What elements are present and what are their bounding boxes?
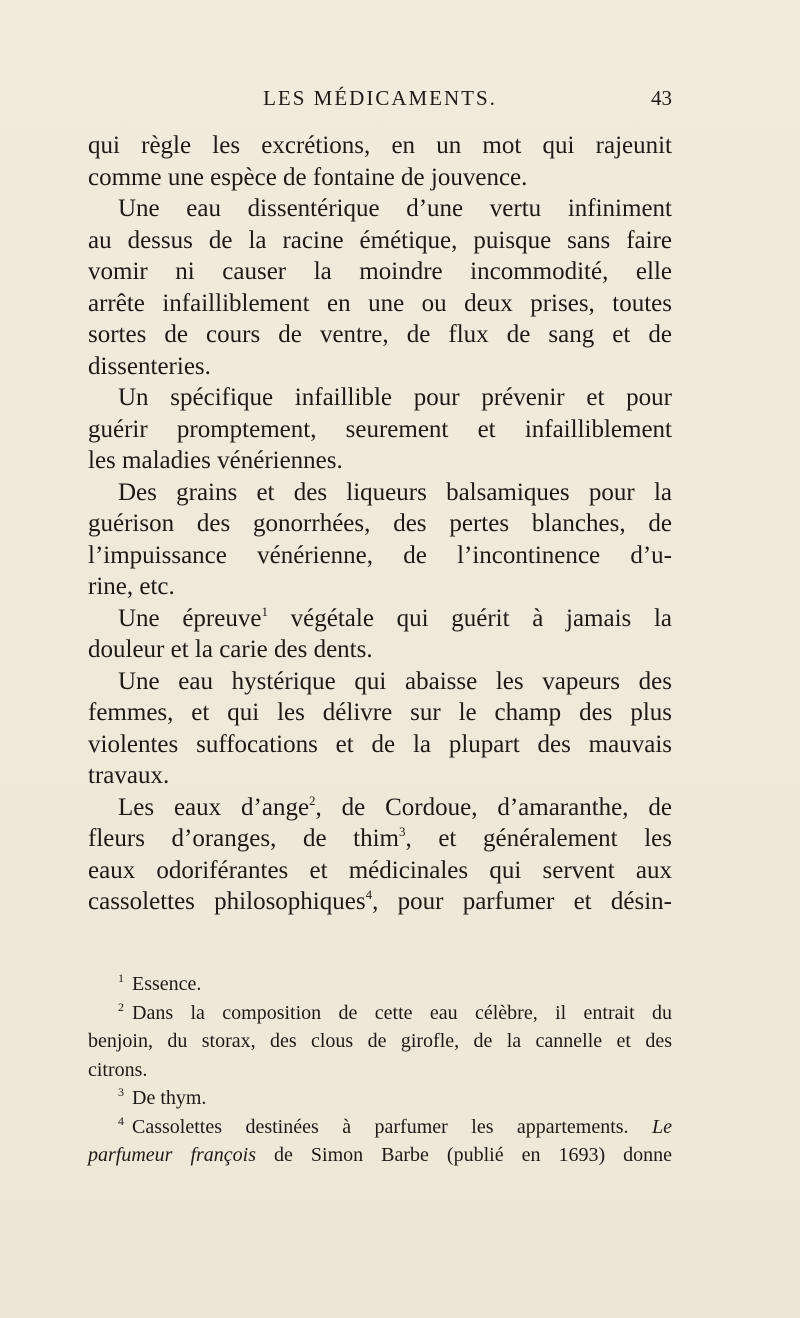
text-line: les maladies vénériennes. (88, 447, 343, 474)
text-line: femmes, et qui les délivre sur le champ des plus (88, 699, 672, 726)
text-line (88, 603, 672, 635)
footnote-text: Dans la composition de cette eau célèbre, il entrait du (132, 1001, 672, 1024)
text-line: Une eau dissentérique d’une vertu infiniment (118, 195, 672, 222)
book-title-fragment: parfumeur françois (88, 1144, 257, 1166)
footnote-text: De thym. (132, 1087, 207, 1109)
text-line: sortes de cours de ventre, de flux de sang et de (88, 321, 672, 348)
footnote-text: de Simon Barbe (publié en 1693) donne (274, 1144, 673, 1166)
text-line: l’impuissance vénérienne, de l’incontinence d’u- (88, 541, 672, 569)
footnote-mark: 1 (118, 971, 124, 985)
text-line: travaux. (88, 762, 170, 789)
footnote-line (88, 1141, 672, 1170)
text-line (88, 823, 672, 855)
text-line: Des grains et des liqueurs balsamiques pour la (118, 478, 672, 506)
text-line: douleur et la carie des dents. (88, 636, 373, 663)
text-line: vomir ni causer la moindre incommodité, elle (88, 258, 672, 285)
footnote-ref: 4 (365, 887, 373, 902)
text-line: Un spécifique infaillible pour prévenir et pour (118, 384, 672, 411)
running-head (88, 86, 672, 114)
footnote-line: citrons. (88, 1058, 148, 1081)
text-line (88, 792, 672, 824)
footnote-ref: 2 (309, 792, 316, 808)
book-title-fragment: Le (652, 1115, 672, 1138)
text-segment: végétale qui guérit à jamais la (267, 604, 672, 632)
footnote-ref: 3 (398, 824, 406, 839)
text-line: Une eau hystérique qui abaisse les vapeurs des (118, 667, 672, 695)
text-line: au dessus de la racine émétique, puisque sans faire (88, 226, 672, 254)
footnote-mark: 3 (118, 1085, 124, 1099)
footnotes (88, 970, 672, 1170)
footnote-1 (88, 970, 672, 999)
text-line: dissenteries. (88, 352, 211, 380)
footnote-text: Cassolettes destinées à parfumer les appartements. (132, 1115, 629, 1138)
text-line: eaux odoriférantes et médicinales qui servent aux (88, 856, 672, 884)
footnote-text: Essence. (132, 973, 202, 995)
text-line: guérir promptement, seurement et infailliblement (88, 415, 672, 443)
text-line: guérison des gonorrhées, des pertes blanches, de (88, 510, 672, 537)
text-segment: , de Cordoue, d’amaranthe, de (315, 793, 672, 821)
footnote-3 (88, 1084, 672, 1113)
text-line: comme une espèce de fontaine de jouvence. (88, 163, 528, 191)
footnote-mark: 2 (118, 999, 124, 1014)
footnote-4 (88, 1113, 672, 1142)
footnote-line: benjoin, du storax, des clous de girofle, de la cannelle et des (88, 1030, 672, 1052)
text-line: qui règle les excrétions, en un mot qui rajeunit (88, 132, 672, 159)
text-line (88, 886, 672, 918)
footnote-mark: 4 (118, 1113, 124, 1128)
footnote-2 (88, 999, 672, 1028)
body-text (88, 130, 672, 918)
text-segment: , et généralement les (405, 825, 672, 852)
page-number: 43 (651, 86, 672, 110)
footnote-ref: 1 (261, 603, 268, 619)
text-segment: cassolettes philosophiques (88, 888, 366, 915)
text-segment: , pour parfumer et désin- (372, 888, 672, 915)
text-line: violentes suffocations et de la plupart des mauvais (88, 730, 672, 758)
text-segment: Une épreuve (118, 604, 262, 632)
text-line: arrête infailliblement en une ou deux prises, toutes (88, 289, 672, 317)
text-segment: Les eaux d’ange (118, 793, 310, 821)
running-title: LES MÉDICAMENTS. (263, 86, 497, 110)
text-segment: fleurs d’oranges, de thim (88, 825, 399, 852)
text-line: rine, etc. (88, 573, 175, 600)
